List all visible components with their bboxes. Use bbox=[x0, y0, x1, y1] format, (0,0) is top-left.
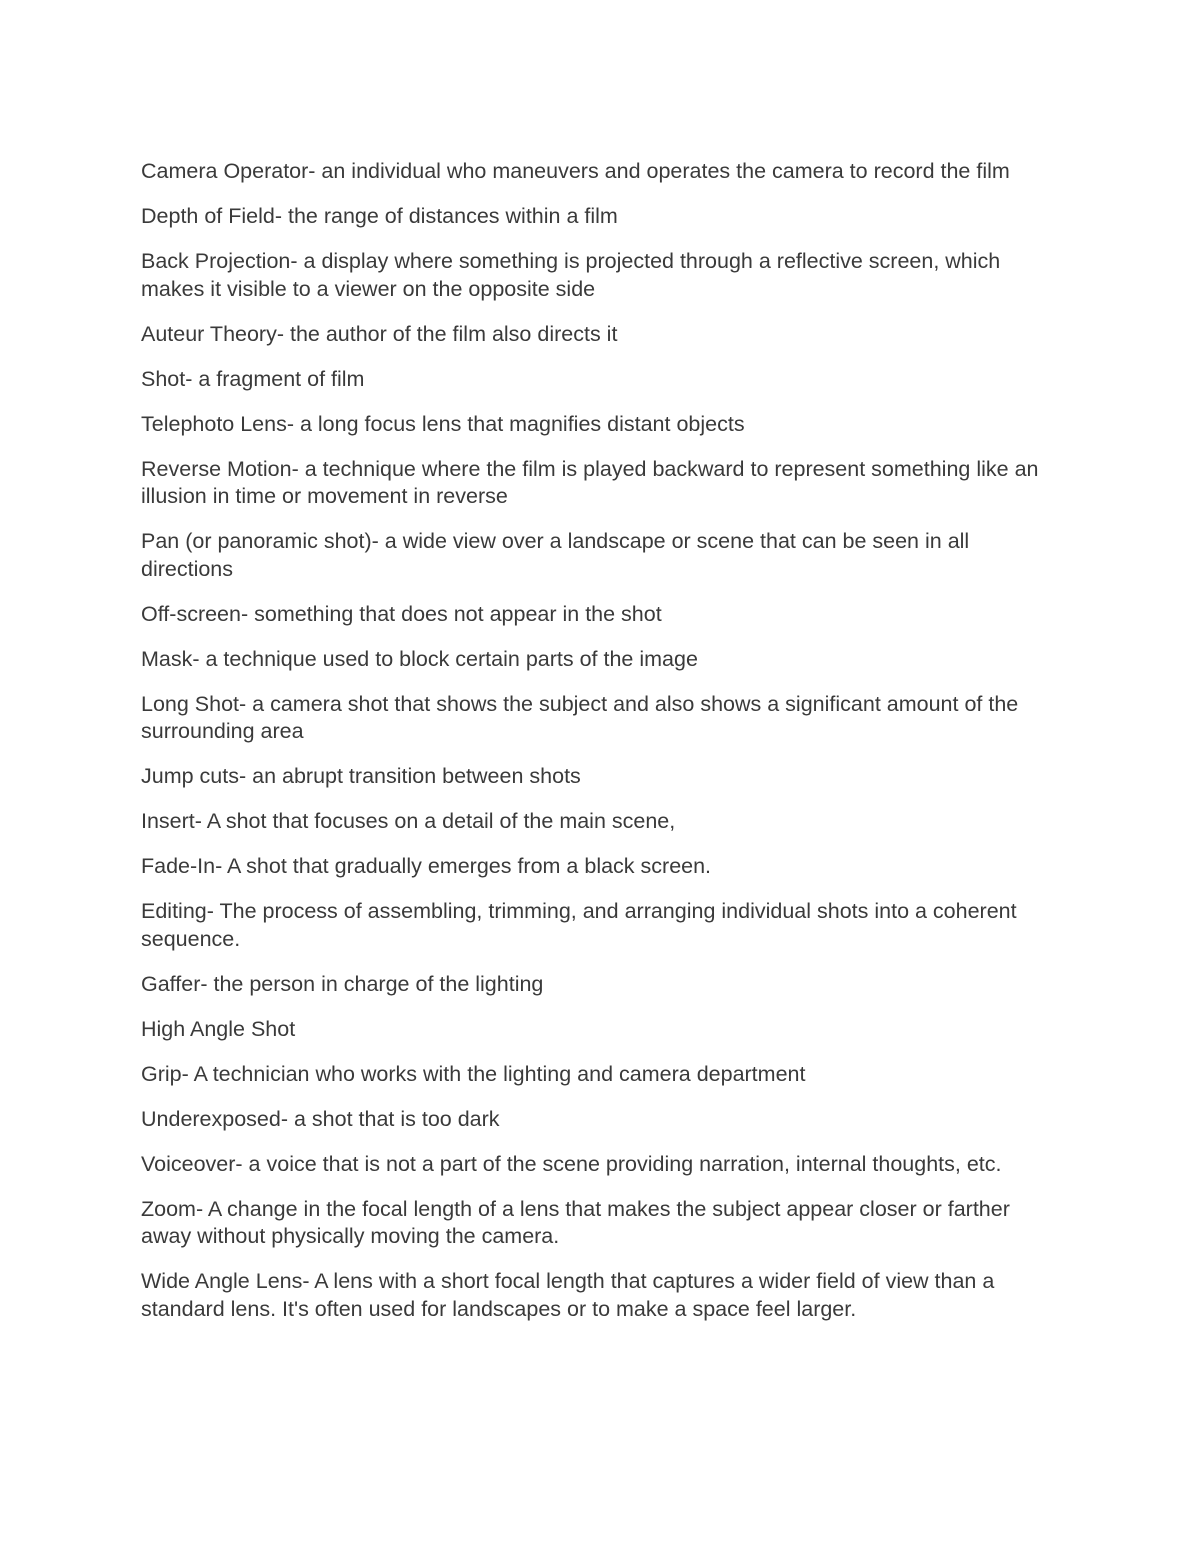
glossary-entry-jump-cuts: Jump cuts- an abrupt transition between shots bbox=[141, 764, 581, 788]
glossary-entry-back-projection: Back Projection- a display where something is projected through a reflective screen, which makes it visible to a viewer on the opposite side bbox=[141, 249, 1001, 301]
glossary-entry-reverse-motion: Reverse Motion- a technique where the film is played backward to represent something like an illusion in time or movement in reverse bbox=[141, 456, 1039, 508]
glossary-list bbox=[141, 158, 1061, 1341]
glossary-entry-zoom: Zoom- A change in the focal length of a lens that makes the subject appear closer or farther away without physically moving the camera. bbox=[141, 1196, 1010, 1248]
glossary-entry-grip: Grip- A technician who works with the lighting and camera department bbox=[141, 1061, 806, 1086]
glossary-entry-mask: Mask- a technique used to block certain parts of the image bbox=[141, 646, 698, 671]
glossary-entry-off-screen: Off-screen- something that does not appear in the shot bbox=[141, 601, 662, 626]
glossary-entry-fade-in: Fade-In- A shot that gradually emerges from a black screen. bbox=[141, 854, 712, 878]
glossary-entry-insert: Insert- A shot that focuses on a detail of the main scene, bbox=[141, 809, 676, 833]
glossary-entry-wide-angle-lens: Wide Angle Lens- A lens with a short focal length that captures a wider field of view than a standard lens. It's often used for landscapes or to make a space feel larger. bbox=[141, 1269, 995, 1321]
glossary-entry-shot: Shot- a fragment of film bbox=[141, 366, 365, 391]
glossary-entry-camera-operator: Camera Operator- an individual who maneuvers and operates the camera to record the film bbox=[141, 159, 1010, 183]
glossary-entry-auteur-theory: Auteur Theory- the author of the film also directs it bbox=[141, 321, 618, 346]
glossary-entry-pan: Pan (or panoramic shot)- a wide view over a landscape or scene that can be seen in all directions bbox=[141, 529, 970, 581]
glossary-entry-telephoto-lens: Telephoto Lens- a long focus lens that magnifies distant objects bbox=[141, 411, 745, 436]
glossary-entry-editing: Editing- The process of assembling, trimming, and arranging individual shots into a coherent sequence. bbox=[141, 899, 1017, 951]
glossary-entry-gaffer: Gaffer- the person in charge of the lighting bbox=[141, 971, 544, 996]
glossary-entry-underexposed: Underexposed- a shot that is too dark bbox=[141, 1106, 500, 1131]
glossary-entry-long-shot: Long Shot- a camera shot that shows the subject and also shows a significant amount of the surrounding area bbox=[141, 691, 1019, 743]
glossary-entry-voiceover: Voiceover- a voice that is not a part of the scene providing narration, internal thoughts, etc. bbox=[141, 1151, 1002, 1176]
glossary-entry-depth-of-field: Depth of Field- the range of distances within a film bbox=[141, 204, 618, 228]
glossary-entry-high-angle-shot: High Angle Shot bbox=[141, 1016, 296, 1041]
